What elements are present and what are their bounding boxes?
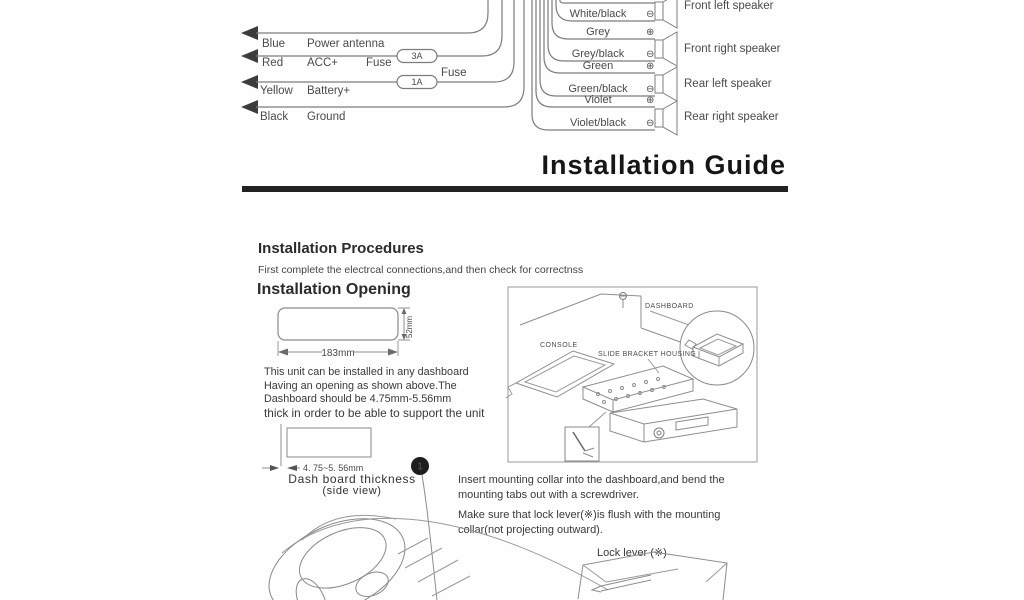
screwdriver-inset: [565, 427, 599, 461]
polarity-minus-icon: ⊖: [646, 49, 655, 60]
side-view-caption: Dash board thickness: [288, 472, 416, 486]
polarity-plus-icon: ⊕: [646, 27, 655, 38]
wire-function-label: Power antenna: [307, 38, 385, 50]
speaker-wire-label: Violet/black: [569, 117, 627, 129]
polarity-minus-icon: ⊖: [646, 9, 655, 20]
speaker-wire-label: Grey/black: [571, 48, 625, 60]
wire-function-label: Battery+: [307, 85, 351, 97]
opening-heading: Installation Opening: [257, 281, 411, 298]
instruction-step-1: Insert mounting collar into the dashboard,and bend the mounting tabs out with a screwdriver.: [458, 474, 725, 501]
side-dimension: 4. 75~5. 56mm: [303, 463, 364, 473]
wire-function-label: Ground: [307, 111, 346, 123]
note-line: Dashboard should be 4.75mm-5.56mm: [264, 393, 452, 406]
installation-illustrations: [0, 150, 1024, 600]
speaker-icon: [655, 101, 677, 135]
page-title: Installation Guide: [541, 150, 786, 180]
dashboard-callout: DASHBOARD: [645, 303, 694, 310]
polarity-minus-icon: ⊖: [646, 84, 655, 95]
arrow-left-icon: [241, 75, 258, 89]
wire-color-label: Black: [260, 111, 289, 123]
arrow-left-icon: [241, 26, 258, 40]
lock-lever-sketch: [578, 552, 727, 600]
side-view-drawing: [262, 424, 371, 473]
lock-lever-label: Lock lever (※): [597, 547, 667, 559]
step-1-number: 1: [417, 461, 423, 473]
steering-wheel-sketch: [254, 499, 608, 600]
fuse-word: Fuse: [366, 57, 392, 69]
wire-color-label: Red: [262, 57, 284, 69]
note-line: thick in order to be able to support the unit: [264, 405, 485, 420]
opening-drawing: [278, 308, 414, 359]
arrow-left-icon: [241, 49, 258, 63]
fuse-3a-icon: [397, 50, 437, 63]
speaker-name: Rear left speaker: [684, 78, 772, 90]
speaker-name: Front right speaker: [684, 43, 781, 55]
wire-color-label: Blue: [262, 38, 286, 50]
speaker-name: Rear right speaker: [684, 111, 779, 123]
installation-diagram-box: [506, 287, 757, 462]
polarity-minus-icon: ⊖: [646, 118, 655, 129]
procedures-intro: First complete the electrcal connections,and then check for correctnss: [258, 264, 584, 276]
speaker-wire-label: Violet: [584, 94, 612, 106]
arrow-left-icon: [241, 100, 258, 114]
fuse-1a-icon: [397, 76, 437, 89]
fuse-word: Fuse: [441, 67, 467, 79]
fuse-1a-value: 1A: [411, 77, 423, 87]
polarity-plus-icon: ⊕: [646, 61, 655, 72]
note-line: This unit can be installed in any dashboard: [264, 366, 469, 378]
speaker-wire-label: Grey: [586, 26, 610, 38]
instruction-step-2: Make sure that lock lever(※)is flush with the mounting collar(not projecting outward).: [458, 509, 721, 536]
wiring-diagram: [0, 0, 1024, 150]
opening-width-dim: 183mm: [321, 348, 355, 359]
procedures-heading: Installation Procedures: [258, 240, 424, 257]
power-wires: [241, 0, 524, 123]
collar-detail-inset: [680, 311, 754, 385]
wire-function-label: ACC+: [307, 57, 338, 69]
speaker-wire-label: Green: [582, 60, 614, 72]
speaker-name: Front left speaker: [684, 0, 774, 12]
console-callout: CONSOLE: [540, 342, 578, 349]
speaker-wire-label: Green/black: [568, 83, 628, 95]
note-line: Having an opening as shown above.The: [264, 379, 457, 392]
side-view-subcaption: (side view): [322, 485, 382, 497]
wire-color-label: Yellow: [260, 85, 293, 97]
speaker-icon: [655, 32, 677, 66]
slide-bracket-callout: SLIDE BRACKET HOUSING: [598, 351, 697, 358]
fuse-3a-value: 3A: [411, 51, 423, 61]
opening-height-dim: 52mm: [405, 315, 414, 339]
speaker-wires: [532, 0, 781, 135]
speaker-icon: [655, 67, 677, 101]
speaker-icon: [655, 0, 677, 28]
polarity-plus-icon: ⊕: [646, 95, 655, 106]
speaker-wire-label: White/black: [569, 8, 627, 20]
